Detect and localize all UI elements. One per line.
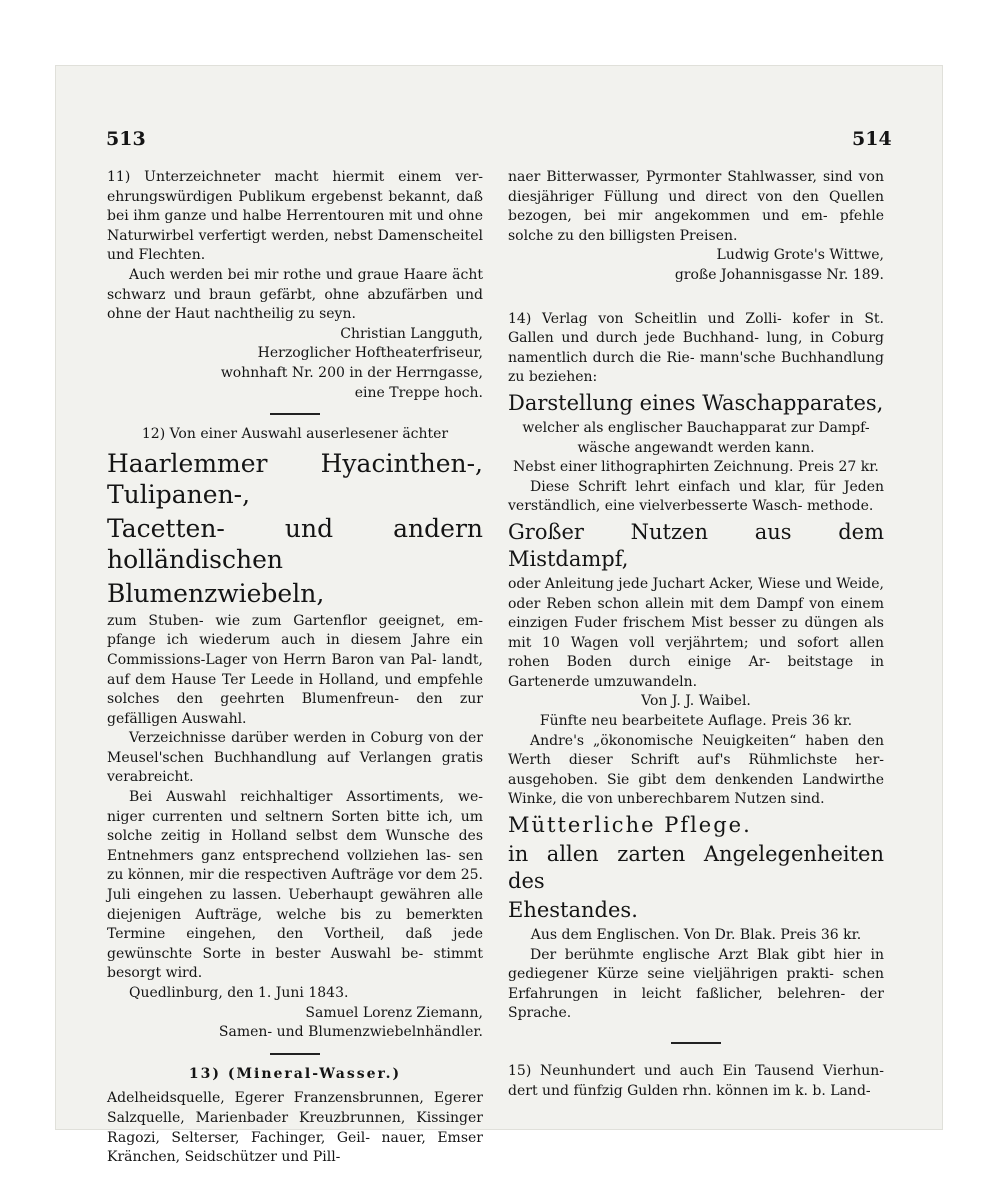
ad-12-place-date: Quedlinburg, den 1. Juni 1843. xyxy=(129,985,349,1001)
ad-14-subtitle-1: welcher als englischer Bauchapparat zur Dampf- wäsche angewandt werden kann. xyxy=(522,419,870,456)
ad-12-signature-name: Samuel Lorenz Ziemann, xyxy=(305,1004,483,1021)
ad-14-title-1: Darstellung eines Waschapparates, xyxy=(508,390,884,415)
ad-11-signature-floor: eine Treppe hoch. xyxy=(354,384,483,401)
page-number-left: 513 xyxy=(106,128,146,150)
separator-rule xyxy=(270,1053,320,1055)
ad-11-text: 11) Unterzeichneter macht hiermit einem ver- ehrungswürdigen Publikum ergebenst bekannt, daß bei ihm ganze und halbe Herrentouren mit und ohne Naturwirbel verfertigt werden, nebst Damenscheitel und Flechten. xyxy=(107,169,483,264)
ad-14-title-3b: in allen zarten Angelegenheiten des xyxy=(508,842,884,894)
ad-12-headline-1: Haarlemmer Hyacinthen-, Tulipanen-, xyxy=(107,448,483,509)
separator-rule xyxy=(671,1042,721,1044)
ad-14-title-3c: Ehestandes. xyxy=(508,898,638,923)
ad-11-signature-address: wohnhaft Nr. 200 in der Herrngasse, xyxy=(220,364,483,381)
ad-14-author-2: Von J. J. Waibel. xyxy=(641,693,751,710)
ad-14-description-3: Der berühmte englische Arzt Blak gibt hier in gediegener Kürze seine vieljährigen prakti- schen Erfahrungen in leicht faßlicher, belehren- der Sprache. xyxy=(508,946,884,1022)
ad-15-text: 15) Neunhundert und auch Ein Tausend Vierhun- dert und fünfzig Gulden rhn. können im k. b. Land- xyxy=(508,1063,884,1099)
ad-14-source-3: Aus dem Englischen. Von Dr. Blak. Preis 36 kr. xyxy=(530,927,862,944)
ad-11-signature-title: Herzoglicher Hoftheaterfriseur, xyxy=(257,345,483,362)
ad-11-text-2: Auch werden bei mir rothe und graue Haare ächt schwarz und braun gefärbt, ohne abzufärben und ohne der Haut nachtheilig zu seyn. xyxy=(107,266,483,323)
ad-13-continued-text: naer Bitterwasser, Pyrmonter Stahlwasser, sind von diesjähriger Füllung und direct von den Quellen bezogen, bei mir angekommen und em- pfehle solche zu den billigsten Preisen. xyxy=(508,169,884,244)
ad-14-edition-2: Fünfte neu bearbeitete Auflage. Preis 36 kr. xyxy=(539,713,853,730)
ad-12-intro: 12) Von einer Auswahl auserlesener ächter xyxy=(141,426,449,443)
ad-12-text: zum Stuben- wie zum Gartenflor geeignet, em- pfange ich wiederum auch in diesem Jahre ein Commissions-Lager von Herrn Baron van Pal- landt, auf dem Hause Ter Leede in Holland, und empfehle solches den geehrten Blumenfreun- den zur gefälligen Auswahl. xyxy=(107,612,483,727)
ad-14-price-1: Nebst einer lithographirten Zeichnung. Preis 27 kr. xyxy=(513,459,879,476)
left-column xyxy=(107,168,483,1168)
right-column xyxy=(508,168,884,1101)
ad-11-signature-name: Christian Langguth, xyxy=(340,325,483,342)
ad-12-headline-3: Blumenzwiebeln, xyxy=(107,578,325,608)
ad-14-title-2: Großer Nutzen aus dem Mistdampf, xyxy=(508,519,884,571)
ad-13-signature-name: Ludwig Grote's Wittwe, xyxy=(716,247,884,264)
ad-13-heading: 13) (Mineral-Wasser.) xyxy=(188,1065,402,1082)
ad-14-description-2: Andre's „ökonomische Neuigkeiten“ haben den Werth dieser Schrift auf's Rühmlichste her- ausgehoben. Sie gibt dem denkenden Landwirthe Winke, die von unberechbarem Nutzen sind. xyxy=(508,732,884,808)
ad-12-text-2: Verzeichnisse darüber werden in Coburg von der Meusel'schen Buchhandlung auf Verlangen gratis verabreicht. xyxy=(107,730,483,786)
ad-13-signature-address: große Johannisgasse Nr. 189. xyxy=(674,266,884,283)
ad-14-title-3a: Mütterliche Pflege. xyxy=(508,813,752,838)
ad-12-headline-2: Tacetten- und andern holländischen xyxy=(107,513,483,574)
ad-13-text: Adelheidsquelle, Egerer Franzensbrunnen, Egerer Salzquelle, Marienbader Kreuzbrunnen, Kissinger Ragozi, Selterser, Fachinger, Geil- nauer, Emser Kränchen, Seidschützer und Pill- xyxy=(107,1090,483,1166)
ad-12-signature-title: Samen- und Blumenzwiebelnhändler. xyxy=(218,1024,483,1041)
page-number-right: 514 xyxy=(852,128,892,150)
separator-rule xyxy=(270,413,320,415)
ad-12-text-3: Bei Auswahl reichhaltiger Assortiments, we- niger currenten und seltnern Sorten bitte ich, um solche zeitig in Holland selbst dem Wunsche des Entnehmers ganz entsprechend vollziehen las- sen zu können, mir die respectiven Aufträge vor dem 25. Juli eingehen zu lassen. Ueberhaupt gewähren alle diejenigen Aufträge, welche bis zu bemerkten Termine eingehen, den Vortheil, daß jede gewünschte Sorte in bester Auswahl be- stimmt besorgt wird. xyxy=(107,789,483,982)
ad-14-description-1: Diese Schrift lehrt einfach und klar, für Jeden verständlich, eine vielverbesserte Wasch- methode. xyxy=(508,478,884,515)
ad-14-subtitle-2: oder Anleitung jede Juchart Acker, Wiese und Weide, oder Reben schon allein mit dem Dampf von einem einzigen Fuder frischem Mist besser zu düngen als mit 10 Wagen voll verjährtem; und sofort allen rohen Boden durch einige Ar- beitstage in Gartenerde umzuwandeln. xyxy=(508,575,884,690)
ad-14-intro: 14) Verlag von Scheitlin und Zolli- kofer in St. Gallen und durch jede Buchhand- lung, in Coburg namentlich durch die Rie- mann'sche Buchhandlung zu beziehen: xyxy=(508,310,884,386)
